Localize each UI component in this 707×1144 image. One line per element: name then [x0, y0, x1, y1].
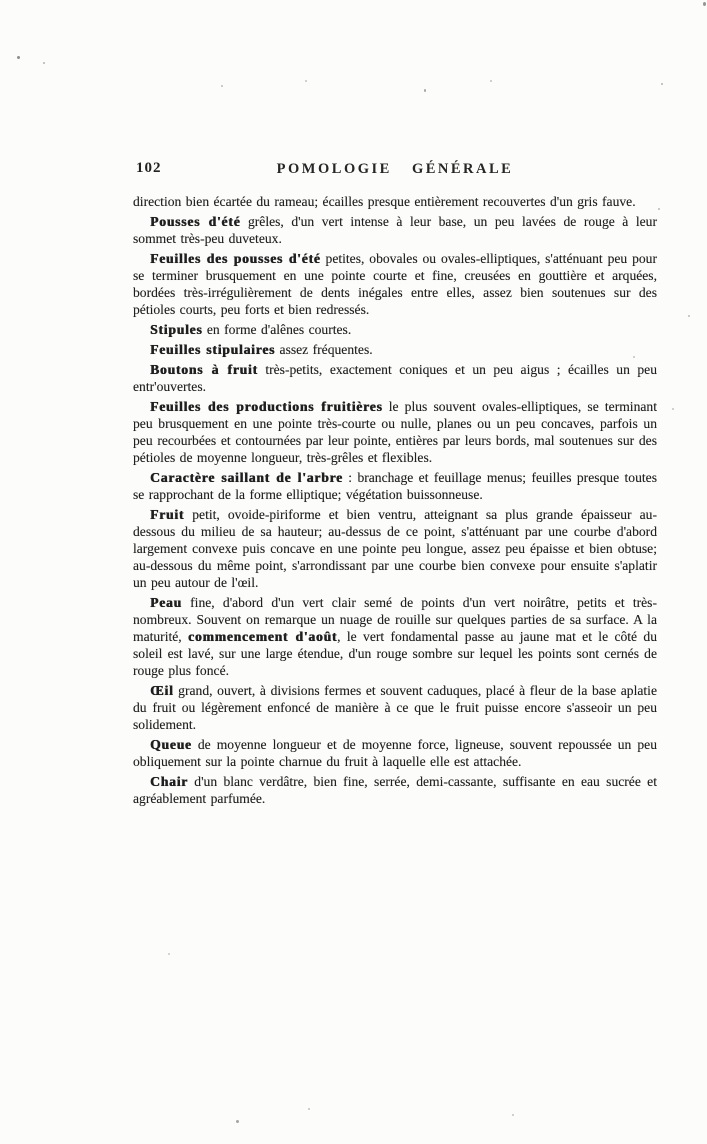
scan-speck	[512, 1114, 514, 1116]
scan-speck	[424, 89, 426, 92]
scan-speck	[633, 356, 635, 358]
text-paragraph	[133, 506, 657, 591]
page-number: 102	[136, 160, 162, 176]
running-title: POMOLOGIE GÉNÉRALE	[276, 161, 514, 177]
text-run: en forme d'alênes courtes.	[202, 322, 352, 337]
text-run: petites, obovales ou ovales-elliptiques, s'atténuant peu pour se terminer brusquement en une pointe courte et fine, creusées en gouttière et arquées, bordées très-irrégulièrement de dents inégales entre elles, assez bien soutenues sur des pétioles courts, peu forts et bien redressés.	[133, 251, 657, 317]
text-run: le plus souvent ovales-elliptiques, se terminant peu brusquement en une pointe très-courte ou nulle, planes ou un peu concaves, parfois un peu recourbées et contournées par leur pointe, entières par leurs bords, mal soutenues sur des pétioles de moyenne longueur, très-grêles et flexibles.	[133, 399, 657, 465]
scan-speck	[703, 2, 706, 6]
scan-speck	[490, 80, 492, 82]
bold-lead: commencement d'août	[188, 629, 338, 644]
text-run: grêles, d'un vert intense à leur base, un peu lavées de rouge à leur sommet très-peu duveteux.	[133, 214, 657, 246]
text-paragraph	[133, 361, 657, 395]
scan-speck	[658, 208, 660, 210]
text-paragraph	[133, 682, 657, 733]
bold-lead: Boutons à fruit	[150, 362, 258, 377]
text-paragraph	[133, 321, 657, 338]
scan-speck	[168, 953, 170, 955]
bold-lead: Peau	[150, 595, 182, 610]
scan-speck	[221, 85, 223, 87]
text-run: : branchage et feuillage menus; feuilles presque toutes se rapprochant de la forme elliptique; végétation buissonneuse.	[133, 470, 657, 502]
page-header	[133, 160, 657, 182]
text-run: direction bien écartée du rameau; écailles presque entièrement recouvertes d'un gris fauve.	[133, 194, 636, 209]
scan-speck	[236, 1120, 239, 1123]
text-paragraph	[133, 594, 657, 679]
scan-speck	[308, 1108, 310, 1110]
bold-lead: Fruit	[150, 507, 185, 522]
text-run: assez fréquentes.	[275, 342, 373, 357]
scan-speck	[43, 62, 45, 64]
scan-speck	[17, 56, 20, 59]
bold-lead: Feuilles des productions fruitières	[150, 399, 383, 414]
text-run: fine, d'abord d'un vert clair semé de points d'un vert noirâtre, petits et très-nombreux. Souvent on remarque un nuage de rouille sur quelques parties de sa surface. A la maturité,	[133, 595, 657, 644]
bold-lead: Queue	[150, 737, 192, 752]
text-run: de moyenne longueur et de moyenne force, ligneuse, souvent repoussée un peu obliquement sur la pointe charnue du fruit à laquelle elle est attachée.	[133, 737, 657, 769]
scan-speck	[661, 83, 663, 85]
text-paragraph	[133, 398, 657, 466]
text-paragraph	[133, 341, 657, 358]
text-body	[133, 193, 657, 810]
text-paragraph	[133, 193, 657, 210]
text-paragraph	[133, 469, 657, 503]
text-run: petit, ovoide-piriforme et bien ventru, atteignant sa plus grande épaisseur au-dessous du milieu de sa hauteur; au-dessus de ce point, s'atténuant par une courbe d'abord largement convexe puis concave en une pointe peu longue, assez peu épaisse et bien obtuse; au-dessous du même point, s'arrondissant par une courbe bien convexe pour ensuite s'aplatir un peu autour de l'œil.	[133, 507, 657, 590]
scan-speck	[672, 408, 674, 410]
scan-speck	[688, 315, 690, 317]
text-run: grand, ouvert, à divisions fermes et souvent caduques, placé à fleur de la base aplatie du fruit ou légèrement enfoncé de manière à ce que le fruit puisse encore s'asseoir un peu solidement.	[133, 683, 657, 732]
bold-lead: Caractère saillant de l'arbre	[150, 470, 343, 485]
scan-speck	[305, 80, 307, 82]
bold-lead: Feuilles des pousses d'été	[150, 251, 321, 266]
text-run: , le vert fondamental passe au jaune mat et le côté du soleil est lavé, sur une large étendue, d'un rouge sombre sur lequel les points sont cernés de rouge plus foncé.	[133, 629, 658, 678]
bold-lead: Feuilles stipulaires	[150, 342, 276, 357]
text-paragraph	[133, 736, 657, 770]
bold-lead: Œil	[150, 683, 174, 698]
bold-lead: Pousses d'été	[150, 214, 241, 229]
text-run: très-petits, exactement coniques et un peu aigus ; écailles un peu entr'ouvertes.	[133, 362, 658, 394]
text-paragraph	[133, 250, 657, 318]
text-paragraph	[133, 213, 657, 247]
text-paragraph	[133, 773, 657, 807]
text-run: d'un blanc verdâtre, bien fine, serrée, demi-cassante, suffisante en eau sucrée et agréablement parfumée.	[133, 774, 657, 806]
bold-lead: Chair	[150, 774, 188, 789]
bold-lead: Stipules	[150, 322, 203, 337]
